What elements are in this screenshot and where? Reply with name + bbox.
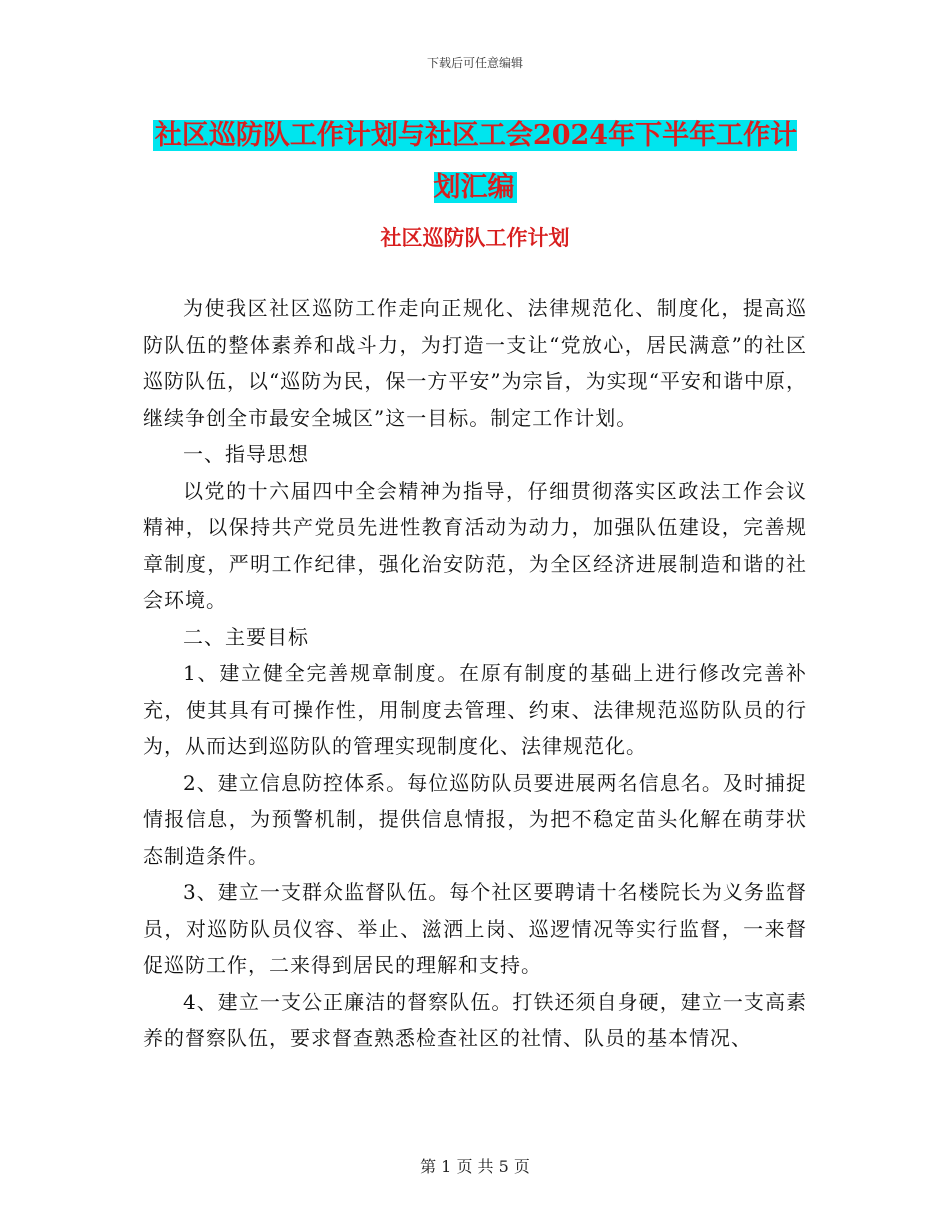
- paragraph-goal-3: 3、建立一支群众监督队伍。每个社区要聘请十名楼院长为义务监督员，对巡防队员仪容、举止、滋洒上岗、巡逻情况等实行监督，一来督促巡防工作，二来得到居民的理解和支持。: [143, 880, 807, 977]
- document-title-text: 社区巡防队工作计划与社区工会2024年下半年工作计划汇编: [154, 120, 798, 203]
- heading-guiding-thought: 一、指导思想: [183, 442, 309, 466]
- header-note: 下载后可任意编辑: [426, 56, 523, 70]
- paragraph-guiding-thought: 以党的十六届四中全会精神为指导，仔细贯彻落实区政法工作会议精神，以保持共产党员先进性教育活动为动力，加强队伍建设，完善规章制度，严明工作纪律，强化治安防范，为全区经济进展制造和谐的社会环境。: [143, 478, 807, 612]
- document-title: [140, 110, 810, 214]
- body-text: [143, 290, 807, 1057]
- paragraph-goal-1: 1、建立健全完善规章制度。在原有制度的基础上进行修改完善补充，使其具有可操作性，用制度去管理、约束、法律规范巡防队员的行为，从而达到巡防队的管理实现制度化、法律规范化。: [143, 661, 807, 758]
- paragraph-intro: 为使我区社区巡防工作走向正规化、法律规范化、制度化，提高巡防队伍的整体素养和战斗力，为打造一支让“党放心，居民满意”的社区巡防队伍，以“巡防为民，保一方平安”为宗旨，为实现“平安和谐中原，继续争创全市最安全城区”这一目标。制定工作计划。: [143, 296, 807, 430]
- paragraph-goal-2: 2、建立信息防控体系。每位巡防队员要进展两名信息名。及时捕捉情报信息，为预警机制，提供信息情报，为把不稳定苗头化解在萌芽状态制造条件。: [143, 770, 807, 868]
- heading-main-goals: 二、主要目标: [183, 624, 309, 649]
- section-title: 社区巡防队工作计划: [380, 225, 570, 250]
- paragraph-goal-4: 4、建立一支公正廉洁的督察队伍。打铁还须自身硬，建立一支高素养的督察队伍，要求督查熟悉检查社区的社情、队员的基本情况、: [143, 989, 807, 1050]
- page-footer: 第 1 页 共 5 页: [420, 1157, 530, 1176]
